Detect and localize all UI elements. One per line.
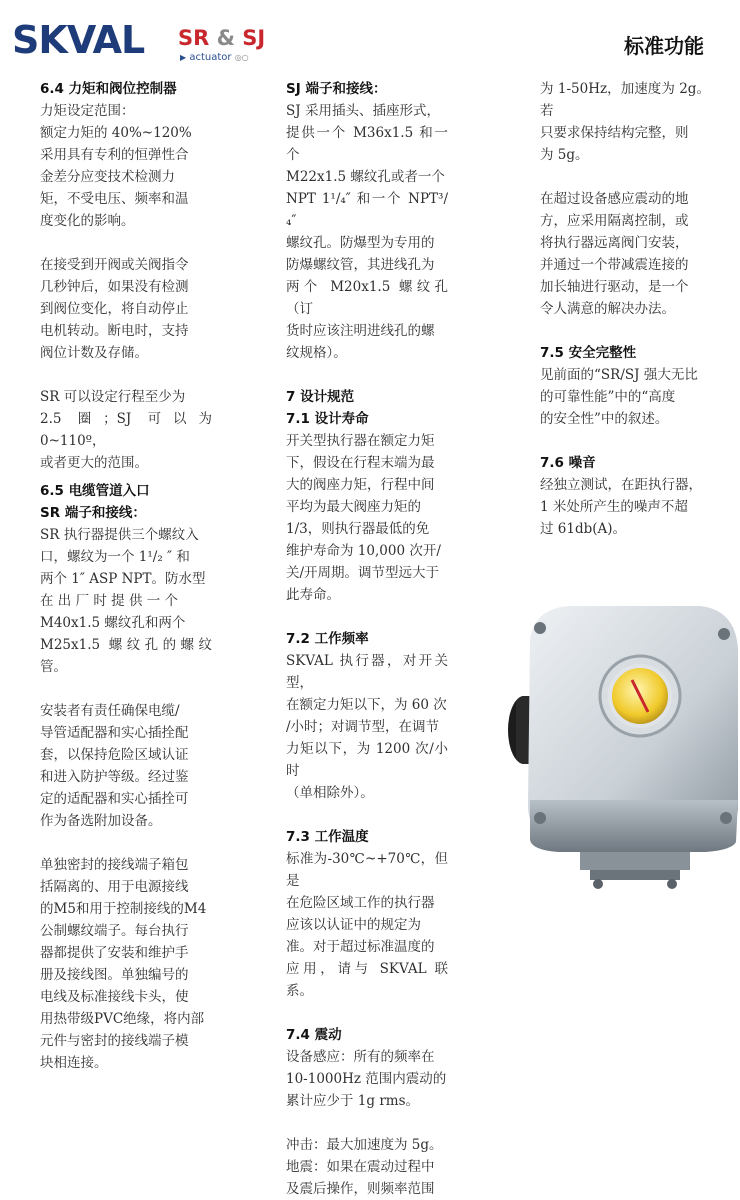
brand-amp: & [216,26,235,50]
section-7-6-heading: 7.6 噪音 [540,455,596,471]
text-line: 力矩以下，为 1200 次/小时 [286,741,448,779]
text-line: 为 1-50Hz，加速度为 2g。若 [540,81,710,119]
text-line: 用热带级PVC绝缘，将内部 [40,1011,205,1027]
text-line: 作为备选附加设备。 [40,813,162,829]
text-line: 大的阀座力矩，行程中间 [286,477,435,493]
text-line: 令人满意的解决办法。 [540,301,675,317]
text-line: 采用具有专利的恒弹性合 [40,147,189,163]
text-line: 及震后操作，则频率范围 [286,1181,435,1197]
text-line: 导管适配器和实心插拴配 [40,725,189,741]
text-line: 2.5 圈；SJ 可以为 0~110º， [40,411,212,449]
text-line: SR 执行器提供三个螺纹入 [40,527,199,543]
paragraph [286,100,448,364]
brand-subtitle [180,52,249,63]
text-line: 应该以认证中的规定为 [286,917,421,933]
brand-sj: SJ [242,26,266,50]
text-line: 元件与密封的接线端子模 [40,1033,189,1049]
section-7-2-heading: 7.2 工作频率 [286,631,369,647]
paragraph [40,386,212,474]
paragraph [540,78,710,166]
text-line: 准。对于超过标准温度的 [286,939,435,955]
dots-icon: ◎○ [234,53,249,62]
text-line: 的M5和用于控制接线的M4 [40,901,207,917]
text-line: 和进入防护等级。经过鉴 [40,769,189,785]
text-line: 矩，不受电压、频率和温 [40,191,189,207]
text-line: 设备感应：所有的频率在 [286,1049,435,1065]
text-line: 平均为最大阀座力矩的 [286,499,421,515]
text-line: 过 61db(A)。 [540,521,627,537]
text-line: 在额定力矩以下，为 60 次 [286,697,447,713]
paragraph [286,1046,448,1112]
text-line: SR 可以设定行程至少为 [40,389,186,405]
paragraph [286,1134,448,1200]
text-line: 只要求保持结构完整，则 [540,125,689,141]
text-line: 在接受到开阀或关阀指令 [40,257,189,273]
column-right [540,78,710,540]
text-line: 器都提供了安装和维护手 [40,945,189,961]
text-line: SJ 采用插头、插座形式， [286,103,440,119]
text-line: 为 5g。 [540,147,589,163]
text-line: 额定力矩的 40%~120% [40,125,192,141]
text-line: 块相连接。 [40,1055,108,1071]
text-line: 或者更大的范围。 [40,455,148,471]
column-middle [286,78,448,1200]
text-line: 单独密封的接线端子箱包 [40,857,189,873]
text-line: 经独立测试，在距执行器， [540,477,702,493]
paragraph [40,854,212,1074]
page-header [0,0,740,70]
text-line: 的可靠性能”中的“高度 [540,389,676,405]
paragraph [40,700,212,832]
text-line: 将执行器远离阀门安装， [540,235,689,251]
text-line: 两个 1″ ASP NPT。防水型 [40,571,206,587]
section-7-3-heading: 7.3 工作温度 [286,829,369,845]
text-line: 阀位计数及存储。 [40,345,148,361]
text-line: 下，假设在行程末端为最 [286,455,435,471]
text-line: 安装者有责任确保电缆/ [40,703,180,719]
brand-sr: SR [178,26,210,50]
text-line: 册及接线图。单独编号的 [40,967,189,983]
text-line: 度变化的影响。 [40,213,135,229]
sj-terminal-heading: SJ 端子和接线： [286,81,387,97]
text-line: /小时；对调节型，在调节 [286,719,440,735]
paragraph [286,848,448,1002]
text-line: 两个 M20x1.5 螺纹孔（订 [286,279,448,317]
text-line: 力矩设定范围： [40,103,135,119]
text-line: 纹规格）。 [286,345,347,361]
text-line: M40x1.5 螺纹孔和两个 [40,615,186,631]
text-line: 见前面的“SR/SJ 强大无比 [540,367,698,383]
page-title: 标准功能 [624,34,704,58]
paragraph [40,524,212,678]
paragraph [286,650,448,804]
text-line: 防爆螺纹管，其进线孔为 [286,257,435,273]
text-line: 冲击：最大加速度为 5g。 [286,1137,443,1153]
text-line: 的安全性”中的叙述。 [540,411,669,427]
text-line: 套，以保持危险区域认证 [40,747,189,763]
text-line: 方，应采用隔离控制，或 [540,213,689,229]
text-line: 此寿命。 [286,587,340,603]
column-left [40,78,212,1074]
text-line: M25x1.5 螺纹孔的螺纹管。 [40,637,212,675]
text-line: 提供一个 M36x1.5 和一个 [286,125,448,163]
text-line: （单相除外）。 [286,785,374,801]
section-7-heading: 7 设计规范 [286,389,355,405]
text-line: 在危险区域工作的执行器 [286,895,435,911]
subtitle-text: actuator [189,52,232,63]
section-6-4-heading: 6.4 力矩和阀位控制器 [40,81,177,97]
text-line: 螺纹孔。防爆型为专用的 [286,235,435,251]
paragraph [540,474,710,540]
text-line: 地震：如果在震动过程中 [286,1159,435,1175]
sr-terminal-heading: SR 端子和接线： [40,505,146,521]
text-line: M22x1.5 螺纹孔或者一个 [286,169,445,185]
text-line: 开关型执行器在额定力矩 [286,433,435,449]
text-line: 定的适配器和实心插拴可 [40,791,189,807]
product-brand [178,26,265,50]
text-line: 在超过设备感应震动的地 [540,191,689,207]
text-line: 加长轴进行驱动，是一个 [540,279,689,295]
text-line: 累计应少于 1g rms。 [286,1093,419,1109]
text-line: 口，螺纹为一个 1¹/₂ ″ 和 [40,549,190,565]
text-line: 并通过一个带减震连接的 [540,257,689,273]
text-line: 货时应该注明进线孔的螺 [286,323,435,339]
text-line: 10-1000Hz 范围内震动的 [286,1071,447,1087]
paragraph [40,100,212,232]
text-line: 维护寿命为 10,000 次开/ [286,543,441,559]
paragraph [540,188,710,320]
text-line: SKVAL 执行器，对开关型， [286,653,448,691]
paragraph [40,254,212,364]
section-7-1-heading: 7.1 设计寿命 [286,411,369,427]
text-line: 关/开周期。调节型远大于 [286,565,440,581]
text-line: 公制螺纹端子。每台执行 [40,923,189,939]
text-line: 括隔离的、用于电源接线 [40,879,189,895]
text-line: 在 出 厂 时 提 供 一 个 [40,593,179,609]
section-6-5-heading: 6.5 电缆管道入口 [40,483,150,499]
text-line: 1/3，则执行器最低的免 [286,521,430,537]
section-7-5-heading: 7.5 安全完整性 [540,345,637,361]
text-line: 电机转动。断电时，支持 [40,323,189,339]
text-line: 金差分应变技术检测力 [40,169,175,185]
paragraph [286,430,448,606]
text-line: 到阀位变化，将自动停止 [40,301,189,317]
text-line: NPT 1¹/₄″ 和一个 NPT³/₄″ [286,191,448,229]
text-line: 1 米处所产生的噪声不超 [540,499,688,515]
triangle-icon: ▶ [180,53,187,62]
section-7-4-heading: 7.4 震动 [286,1027,342,1043]
text-line: 应用，请与 SKVAL 联系。 [286,961,448,999]
actuator-photo [510,600,740,890]
skval-logo: SKVAL [12,18,145,62]
text-line: 几秒钟后，如果没有检测 [40,279,189,295]
paragraph [540,364,710,430]
text-line: 电线及标准接线卡头，使 [40,989,189,1005]
text-line: 标准为-30℃~+70℃，但是 [286,851,448,889]
